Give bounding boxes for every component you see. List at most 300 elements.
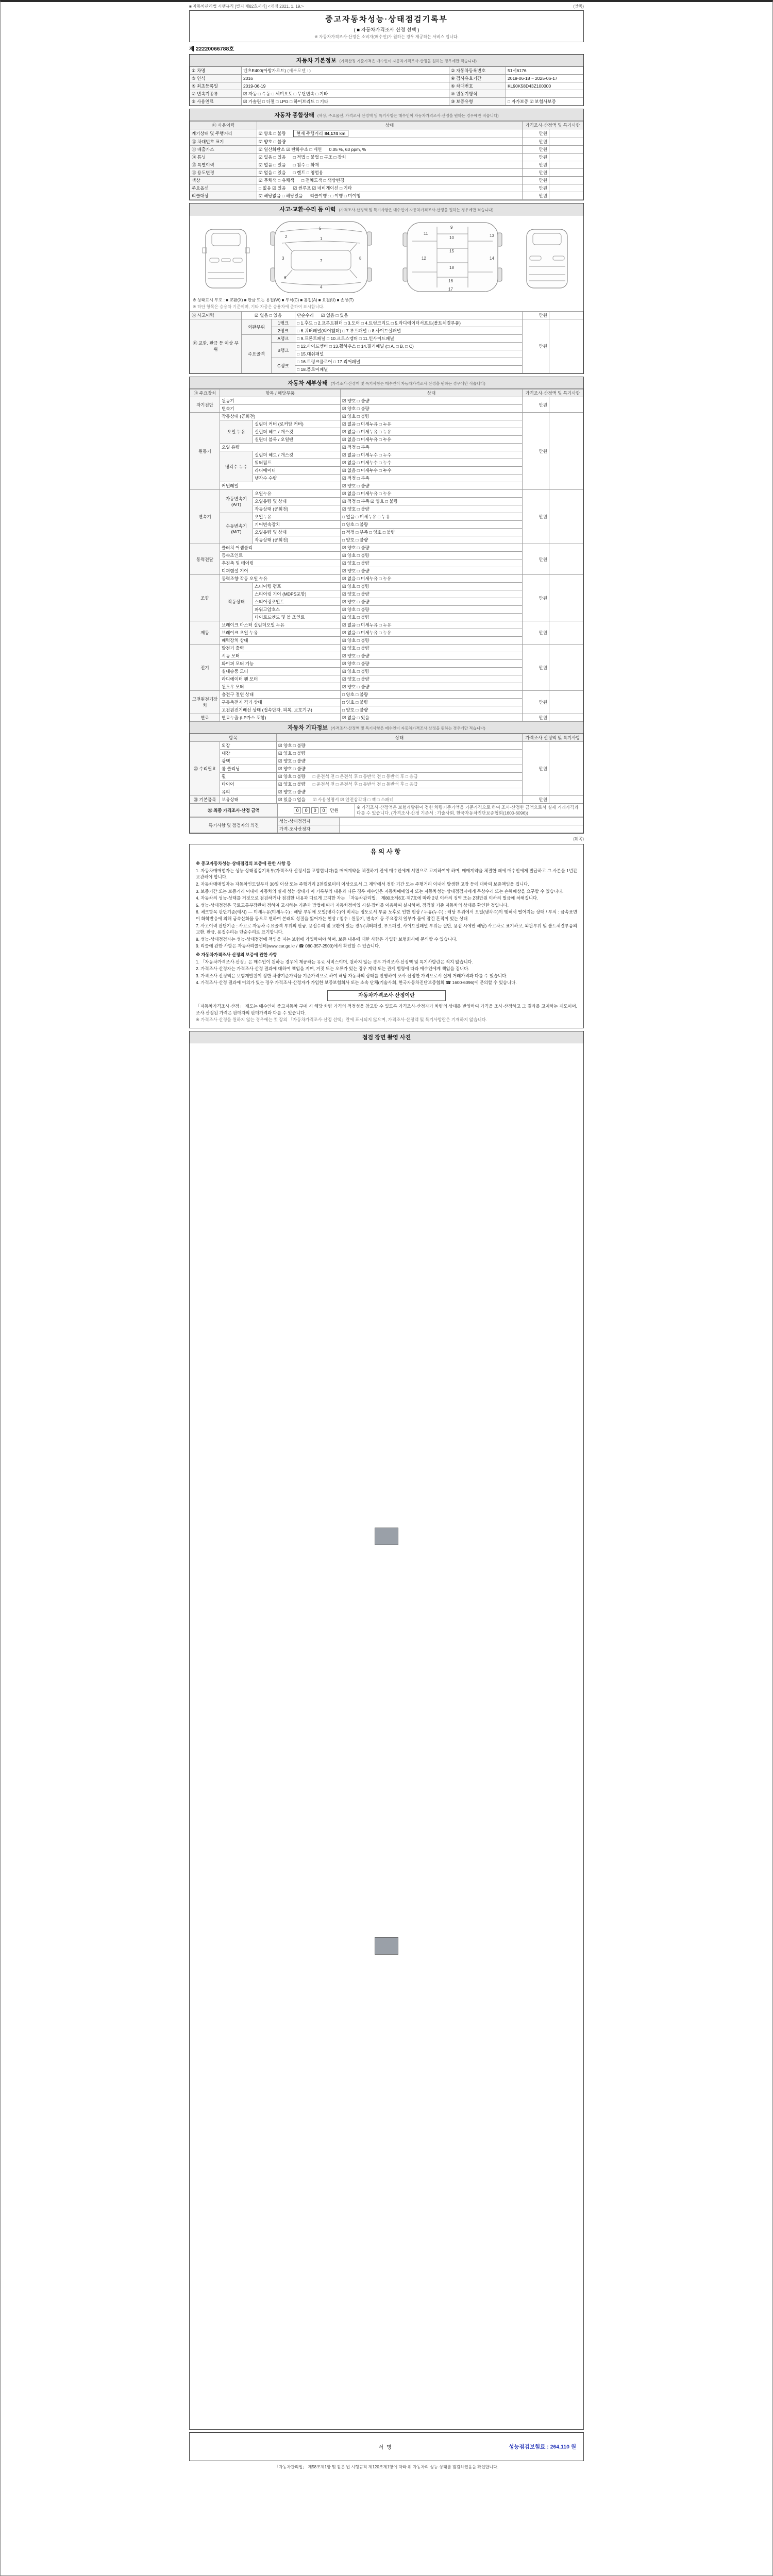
item-label: 냉각수 수량	[253, 474, 341, 482]
detail-condition-table	[190, 389, 583, 722]
field-label: ⑨ 원동기형식	[449, 90, 506, 98]
document-title: 중고자동차성능·상태점검기록부	[325, 15, 448, 24]
price-survey-definition-body: 「자동차가격조사·산정」 제도는 매수인이 중고자동차 구매 시 해당 차량 가격의 적정성을 참고할 수 있도록 가격조사·산정자가 차량의 상태를 반영하여 가격을 조사·산정하고 그 결과를 고지하는 제도이며, 조사·산정된 가격은 판매자의 판매가격과 다를 수 있습니다.	[196, 1004, 577, 1015]
item-label: 연료누출 (LP가스 포함)	[220, 714, 341, 722]
remark-cell	[549, 397, 583, 413]
checkbox-group[interactable]: ☑ 사용설명서 ☑ 안전삼각대 □ 잭 □ 스패너	[312, 797, 394, 802]
panel-number: 6	[284, 276, 287, 280]
checkbox-group[interactable]: □ 운전석 전 □ 운전석 후 □ 동반석 전 □ 동반석 후 □ 응급	[312, 782, 418, 787]
rank-label: 2랭크	[272, 327, 295, 335]
checkbox-group[interactable]: ☑ 없음 □ 미세누수 □ 누수	[341, 459, 523, 467]
checkbox-group[interactable]: □ 운전석 전 □ 운전석 후 □ 동반석 전 □ 동반석 후 □ 응급	[312, 774, 418, 779]
row-label: ⑫ 차대번호 표기	[190, 138, 257, 146]
item-label: 내장	[220, 750, 277, 757]
detail-condition-header	[190, 377, 583, 389]
notice-item: 5. 성능·상태점검은 국토교통부장관이 정하여 고시하는 기준과 방법에 따라 자동차정비업 시설·장비를 이용하여 실시하며, 점검일 기준 자동차의 상태를 확인한 것입니다.	[196, 902, 509, 908]
column-header: 가격조사·산정액 및 특기사항	[523, 122, 583, 129]
checkbox-group[interactable]: ☑ 양호 □ 불량	[341, 598, 523, 606]
car-front-view-diagram	[201, 221, 250, 293]
rank-label: 1랭크	[272, 319, 295, 327]
item-label: 변속기	[220, 405, 341, 413]
price-survey-option[interactable]: ( ■ 자동차가격조사·산정 선택 )	[354, 27, 419, 33]
item-label: 타이어	[220, 781, 277, 788]
price-cell: 만원	[523, 184, 549, 192]
options-cell[interactable]	[257, 184, 523, 192]
checkbox-group[interactable]: ☑ 적정 □ 부족	[341, 474, 523, 482]
price-cell: 만원	[523, 796, 549, 804]
checkbox-group[interactable]: ☑ 양호 □ 불량	[341, 590, 523, 598]
item-label: 배력장치 상태	[220, 637, 341, 645]
item-label: 디퍼렌셜 기어	[220, 567, 341, 575]
basic-info-note: (가격산정 기준가격은 매수인이 자동차가격조사·산정을 원하는 경우에만 적습니다)	[339, 59, 477, 63]
checkbox-group[interactable]: ☑ 없음 □ 미세누유 □ 누유	[341, 428, 523, 436]
price-cell: 만원	[523, 177, 549, 184]
etc-info-table	[190, 734, 583, 804]
checkbox-group[interactable]: ☑ 양호 □ 불량	[341, 660, 523, 668]
tire-state-cell[interactable]	[277, 781, 523, 788]
checkbox-group[interactable]: ☑ 없음 □ 미세누유 □ 누유	[341, 436, 523, 444]
item-label: 실린더 헤드 / 개스킷	[253, 451, 341, 459]
usage-change-cell[interactable]	[257, 169, 523, 177]
checkbox-group[interactable]: ☑ 없음 □ 있음	[242, 312, 295, 319]
checkbox-group[interactable]: ☑ 양호 □ 불량	[277, 750, 523, 757]
row-label: ⑬ 배출가스	[190, 146, 257, 154]
remark-cell	[549, 169, 583, 177]
final-price-note: ※ 가격조사·산정액은 보험개발원이 정한 차량기준가액을 기준가격으로 하여 조사·산정한 금액으로서 실제 거래가격과 다를 수 있습니다. (가격조사·산정 기준서 : 기술사회, 한국자동차진단보증협회(1600-6096))	[355, 804, 583, 817]
notice-item: 2. 자동차매매업자는 자동차인도일부터 30일 이상 또는 주행거리 2천킬로미터 이상으로서 그 계약에서 정한 기간 또는 주행거리 이내에 발생한 고장 등에 대하여 보증책임을 집니다.	[196, 881, 529, 887]
checkbox-group[interactable]: ☑ 없음 □ 미세누유 □ 누유	[341, 420, 523, 428]
column-header: 상태	[257, 122, 523, 129]
car-top-view-diagram	[260, 218, 381, 296]
checkbox-group[interactable]: ☑ 없음 □ 미세누수 □ 누수	[341, 467, 523, 474]
item-label: 작동상태 (공회전)	[220, 413, 341, 420]
group-label: 주요골격	[242, 335, 272, 374]
panel-number: 2	[285, 234, 288, 239]
field-label: ⑧ 사용연료	[190, 98, 242, 106]
accident-note: (가격조사·산정액 및 특기사항은 매수인이 자동차가격조사·산정을 원하는 경우에만 적습니다)	[339, 208, 494, 212]
row-label: ⑭ 튜닝	[190, 154, 257, 161]
wheel-state-cell[interactable]	[277, 773, 523, 781]
inspection-validity: 2019-06-18 ~ 2025-06-17	[506, 75, 583, 82]
etc-info-header	[190, 722, 583, 734]
row-label: ⑰ 사고이력	[190, 312, 242, 319]
amount-digit: 0	[294, 807, 301, 814]
notice-item: 8. 성능·상태점검자는 성능·상태점검에 책임을 지는 보험에 가입하여야 하며, 보증 내용에 대한 사항은 가입한 보험회사에 문의할 수 있습니다.	[196, 936, 458, 942]
checkbox-group[interactable]: ☑ 양호 □ 불량	[341, 505, 523, 513]
checkbox-group[interactable]: □ 9.프론트패널 □ 10.크로스멤버 □ 11.인사이드패널	[295, 335, 523, 343]
item-label: 타이로드엔드 및 볼 조인트	[253, 614, 341, 621]
checkbox-group[interactable]: □ 침수 □ 화재	[293, 162, 319, 167]
document-number: 제 22220066788호	[189, 46, 234, 52]
checkbox-group[interactable]: ☑ 양호 □ 불량	[341, 482, 523, 490]
checkbox-group[interactable]: ☑ 없음 □ 미세누유 □ 누유	[341, 621, 523, 629]
notice-title: 유의사항	[370, 848, 403, 856]
form-reference-note: ■ 자동차관리법 시행규칙 [별지 제82호서식] <개정 2021. 1. 19.>	[189, 4, 304, 9]
checkbox-group[interactable]: □ 양호 □ 불량	[341, 706, 523, 714]
inspection-photos-section	[189, 1031, 584, 2430]
accident-history-section	[189, 203, 584, 374]
frame-number: 15	[449, 249, 454, 253]
legal-confirmation-note: 「자동차관리법」 제58조제1항 및 같은 법 시행규칙 제120조제1항에 따라 위 자동차의 성능·상태를 점검하였음을 확인합니다.	[274, 2464, 499, 2469]
final-price-amount	[278, 804, 355, 817]
item-label: 스티어링 기어 (MDPS포함)	[253, 590, 341, 598]
accident-history-header	[190, 204, 583, 215]
price-cell: 만원	[523, 138, 549, 146]
remark-cell	[549, 796, 583, 804]
overall-condition-header	[190, 109, 583, 121]
checkbox-group[interactable]: ☑ 없음 □ 있음	[341, 714, 523, 722]
column-header: 상태	[277, 734, 523, 742]
price-cell: 만원	[523, 575, 549, 621]
checkbox-group[interactable]: □ 없음 ☑ 있음	[259, 185, 286, 191]
checkbox-group[interactable]: ☑ 양호 □ 불량	[277, 742, 523, 750]
checkbox-group[interactable]: ☑ 없음 □ 있음	[321, 313, 348, 318]
checkbox-group[interactable]: ☑ 없음 □ 미세누유 □ 누유	[341, 629, 523, 637]
column-header: 항목 / 해당부품	[220, 389, 341, 397]
field-label: ⑤ 최초등록일	[190, 82, 242, 90]
price-cell: 만원	[523, 397, 549, 413]
etc-note: (가격조사·산정액 및 특기사항은 매수인이 자동차가격조사·산정을 원하는 경우에만 적습니다)	[330, 726, 485, 731]
column-header: 가격조사·산정액 및 특기사항	[523, 389, 583, 397]
overall-condition-section	[189, 109, 584, 200]
fee-label: 성능점검보험료 :	[509, 2444, 549, 2450]
item-label: 구동축전지 격리 상태	[220, 699, 341, 706]
checkbox-group[interactable]: ☑ 양호 □ 불량	[277, 765, 523, 773]
sub-group-label: 수동변속기 (M/T)	[220, 513, 253, 544]
sub-group-label: 자동변속기 (A/T)	[220, 490, 253, 513]
notice-item: 7. 사고이력 판단기준 : 사고로 자동차 주요골격 부위의 판금, 용접수리 및 교환이 있는 경우(쿼터패널, 루프패널, 사이드실패널 부위는 절단, 용접 시에만 해당) 사고차로 표기하고, 외판부위 및 볼트체결부품의 교환, 판금, 용접수리는 단순수리로 표기합니다.	[196, 923, 577, 935]
checkbox-group[interactable]: □ 양호 □ 불량	[341, 699, 523, 706]
frame-number: 12	[421, 256, 426, 261]
vin: KL90K58D43Z100000	[506, 82, 583, 90]
device-group-label: 변속기	[190, 490, 220, 544]
overall-title: 자동차 종합상태	[274, 112, 314, 118]
remark-cell	[549, 129, 583, 138]
frame-number: 10	[449, 235, 454, 240]
frame-number: 13	[489, 233, 494, 238]
item-label: 룸 클리닝	[220, 765, 277, 773]
field-label: ⑩ 보증유형	[449, 98, 506, 106]
row-label: 주요옵션	[190, 184, 257, 192]
checkbox-group[interactable]: ☑ 없음 □ 있음	[259, 155, 286, 160]
panel-number: 1	[320, 236, 323, 241]
panel-number: 5	[319, 226, 322, 231]
price-cell: 만원	[523, 319, 549, 374]
checkbox-group[interactable]: □ 18.플로어패널	[295, 366, 523, 374]
price-cell: 만원	[523, 169, 549, 177]
car-diagrams	[190, 215, 583, 297]
item-label: 광택	[220, 757, 277, 765]
amount-digit: 0	[311, 807, 318, 814]
checkbox-group[interactable]: □ 양호 □ 불량	[341, 521, 523, 529]
row-label: ⑯ 용도변경	[190, 169, 257, 177]
special-history-cell[interactable]	[257, 161, 523, 169]
checkbox-group[interactable]: ☑ 양호 □ 불량	[341, 675, 523, 683]
rank-label: B랭크	[272, 343, 295, 358]
notice-section	[189, 844, 584, 1028]
title-box	[189, 10, 584, 42]
basic-info-title: 자동차 기본정보	[296, 58, 337, 64]
price-cell: 만원	[523, 129, 549, 138]
frame-number: 16	[448, 279, 453, 283]
color-cell[interactable]	[257, 177, 523, 184]
frame-number: 14	[489, 256, 494, 261]
notice-item: 4. 자동차의 성능·상태를 거짓으로 점검하거나 점검한 내용과 다르게 고지한 자는 「자동차관리법」 제80조제6호·제7호에 따라 2년 이하의 징역 또는 2천만원 이하의 벌금에 처해집니다.	[196, 895, 539, 901]
column-header: 상태	[341, 389, 523, 397]
inspection-insurance-fee	[509, 2443, 576, 2450]
checkbox-group[interactable]: □ 양호 □ 불량	[341, 691, 523, 699]
final-price-label: ㉒ 최종 가격조사·산정 금액	[190, 804, 278, 817]
checkbox-group[interactable]: ☑ 양호 □ 불량	[341, 668, 523, 675]
inspector-opinion-table	[190, 817, 583, 833]
price-survey-definition-note: ※ 가격조사·산정을 원하지 않는 경우에는 첫 장의 「자동차가격조사·산정 선택」란에 표시되지 않으며, 가격조사·산정액 및 특기사항란은 기재하지 않습니다.	[196, 1017, 488, 1023]
checkbox-group[interactable]: ☑ 양호 □ 불량	[341, 405, 523, 413]
fuel-checkboxes[interactable]: ☑ 가솔린 □ 디젤 □ LPG □ 하이브리드 □ 기타	[242, 98, 449, 106]
photo-area	[190, 1043, 583, 2429]
notice-item: 2. 가격조사·산정자는 가격조사·산정 결과에 대하여 책임을 지며, 거짓 또는 오류가 있는 경우 계약 또는 관계 법령에 따라 매수인에게 책임을 집니다.	[196, 966, 469, 972]
rank-label: A랭크	[272, 335, 295, 343]
checkbox-group[interactable]: ☑ 양호 □ 불량	[341, 552, 523, 560]
checkbox-group[interactable]: ☑ 양호 □ 불량	[278, 774, 306, 779]
item-label: 워터펌프	[253, 459, 341, 467]
accident-title: 사고·교환·수리 등 이력	[279, 207, 336, 213]
signature-section	[189, 2432, 584, 2461]
price-survey-definition-title: 자동차가격조사·산정이란	[327, 990, 446, 1001]
checkbox-group[interactable]: ☑ 적정 □ 부족	[341, 444, 523, 451]
checkbox-group[interactable]: ☑ 양호 □ 불량	[341, 583, 523, 590]
status-code-legend: ※ 상태표시 부호 : ■ 교환(X) ■ 판금 또는 용접(W) ■ 부식(C) ■ 흠집(A) ■ 요철(U) ■ 손상(T)	[193, 298, 354, 302]
current-mileage-box	[293, 130, 348, 137]
device-group-label: 자기진단	[190, 397, 220, 413]
price-cell: 만원	[523, 192, 549, 200]
mileage-value: 84,174	[324, 131, 338, 136]
column-header: ⑲ 주요장치	[190, 389, 220, 397]
remark-cell	[549, 544, 583, 575]
item-label: 라디에이터	[253, 467, 341, 474]
emission-values: 0.05 %, 63 ppm, %	[329, 147, 366, 152]
amount-digit: 0	[320, 807, 327, 814]
checkbox-group[interactable]: ☑ 양호 □ 불량	[341, 614, 523, 621]
checkbox-group[interactable]: ☑ 일산화탄소 ☑ 탄화수소 □ 매연	[259, 147, 322, 152]
inspector-label: 성능·상태점검자	[278, 818, 340, 825]
item-label: 와이퍼 모터 기능	[220, 660, 341, 668]
price-cell: 만원	[523, 312, 549, 319]
odometer-state-cell[interactable]	[257, 129, 523, 138]
item-label: 파워고압호스	[253, 606, 341, 614]
row-label: 색상	[190, 177, 257, 184]
checkbox-group[interactable]: □ 1.후드 □ 2.프론트휀더 □ 3.도어 □ 4.트렁크리드 □ 5.라디에이터서포트(볼트체결부품)	[295, 319, 523, 327]
vehicle-name-cell	[242, 67, 449, 75]
inspection-photo	[375, 1528, 398, 1545]
checkbox-group[interactable]: ☑ 없음 □ 미세누수 □ 누수	[341, 451, 523, 459]
checkbox-group[interactable]: ☑ 해당없음 □ 해당있음	[259, 193, 303, 198]
checkbox-group[interactable]: ☑ 있음 □ 없음	[278, 797, 306, 802]
price-survey-option-note: ※ 자동차가격조사·산정은 소비자(매수인)가 원하는 경우 제공하는 서비스 입니다.	[314, 35, 459, 39]
opinion-label: 특기사항 및 점검자의 의견	[190, 818, 278, 833]
remark-cell	[549, 413, 583, 490]
checkbox-group[interactable]: ☑ 썬루프 ☑ 네비게이션 □ 기타	[293, 185, 352, 191]
checkbox-group[interactable]: ☑ 무채색 □ 유채색	[259, 178, 295, 183]
tuning-cell[interactable]	[257, 154, 523, 161]
device-group-label: 조향	[190, 575, 220, 621]
checkbox-group[interactable]: ☑ 양호 □ 불량	[341, 637, 523, 645]
checkbox-group[interactable]: ☑ 양호 □ 불량	[257, 138, 523, 146]
price-cell: 만원	[523, 490, 549, 544]
column-header: 가격조사·산정액 및 특기사항	[523, 734, 583, 742]
basic-items-cell[interactable]	[277, 796, 523, 804]
detail-title: 자동차 세부상태	[288, 380, 328, 386]
vehicle-name: 벤츠E400(아방가르드)	[243, 68, 286, 73]
item-label: 발전기 출력	[220, 645, 341, 652]
remark-cell	[549, 177, 583, 184]
remark-cell	[549, 312, 583, 319]
vehicle-submodel: (세부모델 : )	[287, 68, 311, 73]
notice-item: 3. 보증기간 또는 보증거리 이내에 자동차의 실제 성능·상태가 이 기록부의 내용과 다른 경우 매수인은 자동차매매업자 또는 자동차성능·상태점검자에게 무상수리 또는 손해배상을 요구할 수 있습니다.	[196, 888, 564, 894]
notice-item: 9. 리콜에 관한 사항은 자동차리콜센터(www.car.go.kr / ☎ 080-357-2500)에서 확인할 수 있습니다.	[196, 943, 380, 949]
device-group-label: 연료	[190, 714, 220, 722]
item-label: 추진축 및 베어링	[220, 560, 341, 567]
item-label: 기어변속장치	[253, 521, 341, 529]
checkbox-group[interactable]: □ 16.트렁크플로어 □ 17.리어패널	[295, 358, 523, 366]
price-cell: 만원	[523, 161, 549, 169]
checkbox-group[interactable]: ☑ 적정 □ 부족 ☑ 양호 □ 불량	[341, 498, 523, 505]
photos-header	[190, 1031, 583, 1043]
remark-cell	[549, 714, 583, 722]
device-group-label: 동력전달	[190, 544, 220, 575]
basic-info-section	[189, 54, 584, 106]
accident-history-table	[190, 311, 583, 374]
checkbox-group[interactable]: ☑ 없음 □ 미세누유 □ 누유	[341, 575, 523, 583]
etc-title: 자동차 기타정보	[288, 725, 328, 731]
checkbox-group[interactable]: □ 렌트 □ 영업용	[293, 170, 324, 175]
item-label: 보유상태	[220, 796, 277, 804]
inspector-opinion-value	[340, 818, 583, 825]
overall-condition-table	[190, 121, 583, 200]
checkbox-group[interactable]: □ 적정 □ 부족 □ 양호 □ 불량	[341, 529, 523, 536]
mileage-prefix: 현재 주행거리	[296, 131, 323, 136]
transmission-checkboxes[interactable]: ☑ 자동 □ 수동 □ 세미오토 □ 무단변속 □ 기타	[242, 90, 449, 98]
panel-number: 8	[359, 256, 362, 261]
checkbox-group[interactable]: ☑ 양호 □ 불량	[341, 652, 523, 660]
final-price-table	[190, 804, 583, 817]
remark-cell	[549, 742, 583, 796]
inspection-photo	[375, 1937, 398, 1955]
checkbox-group[interactable]: □ 양호 □ 불량	[341, 536, 523, 544]
item-label: 실린더 커버 (로커암 커버)	[253, 420, 341, 428]
remark-cell	[549, 138, 583, 146]
item-label: 클러치 어셈블리	[220, 544, 341, 552]
price-cell: 만원	[523, 714, 549, 722]
field-label: ② 자동차등록번호	[449, 67, 506, 75]
checkbox-group[interactable]: □ 12.사이드멤버 □ 13.휠하우스 □ 14.필러패널 (□ A, □ B, □ C)	[295, 343, 523, 350]
recall-cell[interactable]	[257, 192, 523, 200]
detail-condition-section	[189, 377, 584, 834]
device-group-label: 고전원전기장치	[190, 691, 220, 714]
basic-info-table	[190, 66, 583, 106]
warranty-checkboxes[interactable]: □ 자가보증 ☑ 보험사보증	[506, 98, 583, 106]
overall-note: (색상, 주요옵션, 가격조사·산정액 및 특기사항은 매수인이 자동차가격조사·산정을 원하는 경우에만 적습니다)	[317, 113, 499, 118]
checkbox-group[interactable]: □ 6.쿼터패널(리어휀더) □ 7.루프패널 □ 8.사이드실패널	[295, 327, 523, 335]
checkbox-group[interactable]: ☑ 양호 □ 불량	[341, 560, 523, 567]
field-label: ④ 검사유효기간	[449, 75, 506, 82]
notice-subtitle: ※ 자동차가격조사·산정의 보증에 관한 사항	[196, 952, 277, 958]
item-label: 고전원전기배선 상태 (접속단자, 피복, 보호기구)	[220, 706, 341, 714]
item-label: 등속조인트	[220, 552, 341, 560]
photos-title: 점검 장면 촬영 사진	[362, 1034, 411, 1041]
sub-group-label: 냉각수 누수	[220, 451, 253, 482]
checkbox-group[interactable]: ☑ 없음 □ 있음	[259, 170, 286, 175]
registration-number: 51서6176	[506, 67, 583, 75]
notice-subtitle: ※ 중고자동차성능·상태점검의 보증에 관한 사항 등	[196, 861, 291, 867]
item-label: 휠	[220, 773, 277, 781]
engine-type	[506, 90, 583, 98]
frame-number: 9	[450, 225, 453, 230]
panel-number: 4	[320, 285, 323, 290]
frame-number: 17	[448, 287, 453, 292]
price-cell: 만원	[523, 544, 549, 575]
checkbox-group[interactable]: ☑ 양호 □ 불량	[341, 606, 523, 614]
status-code-legend-note: ※ 하단 항목은 승용차 기준이며, 기타 차종은 승용차에 준하여 표시합니다.	[193, 304, 325, 309]
remark-cell	[549, 184, 583, 192]
device-group-label: 전기	[190, 645, 220, 691]
price-cell: 만원	[523, 645, 549, 691]
checkbox-group[interactable]: □ 적법 □ 불법 □ 구조 □ 장치	[293, 155, 346, 160]
checkbox-group[interactable]: ☑ 없음 □ 있음	[259, 162, 286, 167]
remark-cell	[549, 691, 583, 714]
row-label: ⑮ 특별이력	[190, 161, 257, 169]
checkbox-group[interactable]: ☑ 양호 □ 불량	[341, 567, 523, 575]
item-label: 외장	[220, 742, 277, 750]
checkbox-group[interactable]: ☑ 양호 □ 불량	[341, 544, 523, 552]
simple-repair-cell[interactable]	[295, 312, 523, 319]
emission-cell[interactable]	[257, 146, 523, 154]
notice-item: 1. 자동차매매업자는 성능·상태점검기록부(가격조사·산정서를 포함합니다)를 매매계약을 체결하기 전에 매수인에게 서면으로 고지하여야 하며, 매매계약을 체결한 때에 매수인에게 발급하고 그 사본을 1년간 보관해야 합니다.	[196, 868, 577, 880]
item-label: 유리	[220, 788, 277, 796]
item-label: 오일누유	[253, 513, 341, 521]
item-label: 실린더 블록 / 오일팬	[253, 436, 341, 444]
remark-cell	[549, 146, 583, 154]
frame-number: 11	[423, 231, 428, 236]
remark-cell	[549, 645, 583, 691]
field-label: ① 차명	[190, 67, 242, 75]
checkbox-group[interactable]: ☑ 양호 □ 불량	[341, 397, 523, 405]
field-label: ⑥ 차대번호	[449, 82, 506, 90]
car-underbody-diagram	[392, 218, 513, 296]
checkbox-group[interactable]: 리콜이행 : □ 이행 □ 미이행	[310, 193, 361, 198]
checkbox-group[interactable]: ☑ 양호 □ 불량	[278, 782, 306, 787]
item-label: 오일누유	[253, 490, 341, 498]
notice-item: 3. 가격조사·산정액은 보험개발원이 정한 차량기준가액을 기준가격으로 하여 해당 자동차의 상태를 반영하여 조사·산정한 가격으로서 실제 거래가격과 다를 수 있습니다.	[196, 973, 508, 978]
price-cell: 만원	[523, 691, 549, 714]
signature-label: 서명	[378, 2445, 395, 2451]
checkbox-group[interactable]: □ 전체도색 □ 색상변경	[301, 178, 345, 183]
notice-item: 6. 체크항목 판단기준(예시) ― 미세누유(미세누수) : 해당 부위에 오일(냉각수)이 비치는 정도로서 부품 노후로 인한 현상 / 누유(누수) : 해당 부위에서 오일(냉각수)이 맺혀서 떨어지는 상태 / 부식 : 금속표면이 화학반응에 의해 금속산화물 등으로 변하여 본래의 성질을 잃어가는 현상 / 침수 : 원동기, 변속기 등 주요장치 일부가 물에 잠긴 흔적이 있는 상태	[196, 909, 577, 921]
checkbox-group[interactable]: ☑ 양호 □ 불량	[277, 788, 523, 796]
checkbox-group[interactable]: ☑ 양호 □ 불량	[277, 757, 523, 765]
checkbox-group[interactable]: □ 15.대쉬패널	[295, 350, 523, 358]
basic-info-header	[190, 55, 583, 66]
item-label: 작동상태 (공회전)	[253, 536, 341, 544]
checkbox-group[interactable]: □ 없음 □ 미세누유 □ 누유	[341, 513, 523, 521]
checkbox-group[interactable]: ☑ 양호 □ 불량	[259, 131, 286, 136]
item-label: 윈도우 모터	[220, 683, 341, 691]
checkbox-group[interactable]: ☑ 없음 □ 미세누유 □ 누유	[341, 490, 523, 498]
checkbox-group[interactable]: ☑ 양호 □ 불량	[341, 683, 523, 691]
item-label: 오일 유량	[220, 444, 341, 451]
checkbox-group[interactable]: ☑ 양호 □ 불량	[341, 413, 523, 420]
checkbox-group[interactable]: ☑ 양호 □ 불량	[341, 645, 523, 652]
item-label: 커먼레일	[220, 482, 341, 490]
